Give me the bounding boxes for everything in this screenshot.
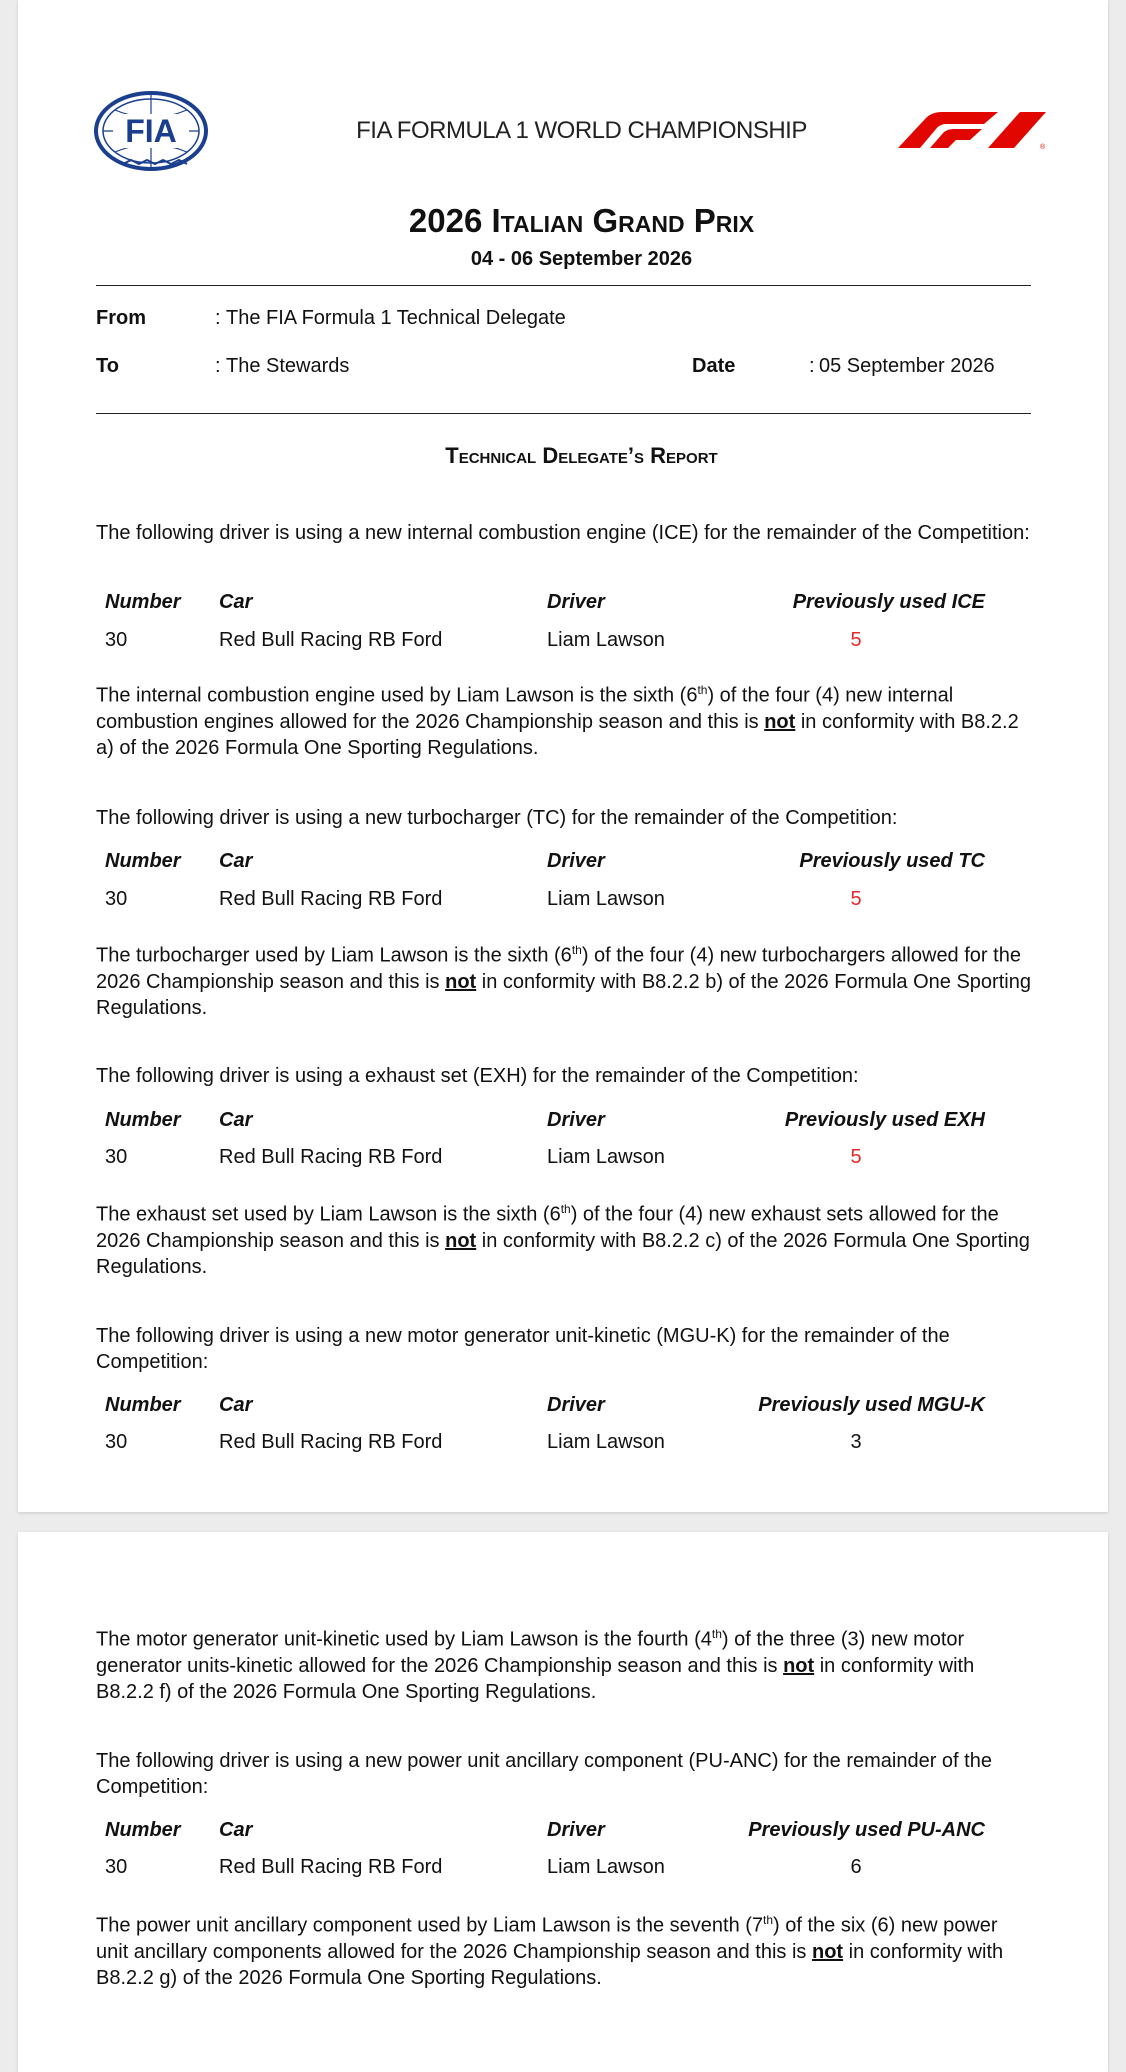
row-car: Red Bull Racing RB Ford: [219, 629, 443, 651]
from-colon: :: [215, 307, 221, 329]
row-previously-used: 6: [850, 1856, 862, 1878]
col-header-number: Number: [105, 1109, 181, 1131]
col-header-previously-used: Previously used EXH: [784, 1109, 985, 1131]
col-header-number: Number: [105, 1394, 181, 1416]
col-header-number: Number: [105, 850, 181, 872]
row-number: 30: [105, 1431, 128, 1453]
row-driver: Liam Lawson: [547, 1146, 665, 1168]
col-header-previously-used: Previously used MGU-K: [758, 1394, 985, 1416]
section-conclusion: The internal combustion engine used by Liam Lawson is the sixth (6th) of the four (4) new internal combustion engines allowed for the 2026 Championship season and this is not in conformity with B8.2.2 a) of the 2026 Formula One Sporting Regulations.: [96, 683, 1019, 759]
section-conclusion: The motor generator unit-kinetic used by Liam Lawson is the fourth (4th) of the three (3) new motor generator units-kinetic allowed for the 2026 Championship season and this is not in conformity with B8.2.2 f) of the 2026 Formula One Sporting Regulations.: [96, 1627, 975, 1703]
section-conclusion: The power unit ancillary component used by Liam Lawson is the seventh (7th) of the six (6) new power unit ancillary components allowed for the 2026 Championship season and this is not in conformity with B8.2.2 g) of the 2026 Formula One Sporting Regulations.: [96, 1913, 1004, 1989]
date-value: 05 September 2026: [819, 355, 995, 377]
row-driver: Liam Lawson: [547, 888, 665, 910]
section-conclusion: The exhaust set used by Liam Lawson is the sixth (6th) of the four (4) new exhaust sets allowed for the 2026 Championship season and this is not in conformity with B8.2.2 c) of the 2026 Formula One Sporting Regulations.: [96, 1202, 1030, 1278]
col-header-number: Number: [105, 591, 181, 613]
col-header-previously-used: Previously used TC: [799, 850, 985, 872]
col-header-driver: Driver: [547, 1394, 605, 1416]
row-driver: Liam Lawson: [547, 1856, 665, 1878]
event-title: 2026 Italian Grand Prix: [408, 202, 755, 239]
divider: [96, 285, 1031, 286]
section-intro: The following driver is using a new turbocharger (TC) for the remainder of the Competition:: [96, 807, 898, 829]
section-intro: The following driver is using a new internal combustion engine (ICE) for the remainder of the Competition:: [96, 522, 1030, 544]
col-header-car: Car: [219, 850, 253, 872]
col-header-driver: Driver: [547, 850, 605, 872]
row-previously-used: 5: [850, 629, 862, 651]
col-header-car: Car: [219, 1819, 253, 1841]
section-conclusion: The turbocharger used by Liam Lawson is the sixth (6th) of the four (4) new turbochargers allowed for the 2026 Championship season and this is not in conformity with B8.2.2 b) of the 2026 Formula One Sporting Regulations.: [96, 943, 1031, 1019]
col-header-car: Car: [219, 591, 253, 613]
championship-name: FIA FORMULA 1 WORLD CHAMPIONSHIP: [356, 117, 807, 144]
report-title: Technical Delegate’s Report: [445, 443, 718, 468]
col-header-driver: Driver: [547, 1109, 605, 1131]
row-car: Red Bull Racing RB Ford: [219, 1856, 443, 1878]
section-intro: The following driver is using a new power unit ancillary component (PU-ANC) for the remainder of the Competition:: [96, 1750, 992, 1798]
to-label: To: [96, 355, 119, 377]
row-car: Red Bull Racing RB Ford: [219, 888, 443, 910]
date-label: Date: [692, 355, 736, 377]
row-driver: Liam Lawson: [547, 1431, 665, 1453]
row-number: 30: [105, 1146, 128, 1168]
col-header-car: Car: [219, 1109, 253, 1131]
date-colon: :: [809, 355, 815, 377]
f1-logo: [896, 110, 1049, 150]
col-header-number: Number: [105, 1819, 181, 1841]
col-header-car: Car: [219, 1394, 253, 1416]
to-value: The Stewards: [226, 355, 350, 377]
event-dates: 04 - 06 September 2026: [470, 248, 693, 270]
row-car: Red Bull Racing RB Ford: [219, 1431, 443, 1453]
section-intro: The following driver is using a new motor generator unit-kinetic (MGU-K) for the remainder of the Competition:: [96, 1325, 950, 1373]
row-number: 30: [105, 1856, 128, 1878]
document-page-1: [18, 0, 1108, 1512]
svg-text:FIA: FIA: [125, 113, 177, 149]
document-page-2: [18, 1532, 1108, 2072]
divider: [96, 413, 1031, 414]
row-previously-used: 5: [850, 1146, 862, 1168]
row-previously-used: 3: [850, 1431, 862, 1453]
row-driver: Liam Lawson: [547, 629, 665, 651]
row-previously-used: 5: [850, 888, 862, 910]
section-intro: The following driver is using a exhaust set (EXH) for the remainder of the Competition:: [96, 1065, 859, 1087]
svg-text:®: ®: [1040, 144, 1046, 150]
from-value: The FIA Formula 1 Technical Delegate: [226, 307, 566, 329]
col-header-previously-used: Previously used PU-ANC: [748, 1819, 985, 1841]
col-header-previously-used: Previously used ICE: [792, 591, 985, 613]
row-car: Red Bull Racing RB Ford: [219, 1146, 443, 1168]
from-label: From: [96, 307, 146, 329]
to-colon: :: [215, 355, 221, 377]
row-number: 30: [105, 888, 128, 910]
col-header-driver: Driver: [547, 591, 605, 613]
row-number: 30: [105, 629, 128, 651]
col-header-driver: Driver: [547, 1819, 605, 1841]
